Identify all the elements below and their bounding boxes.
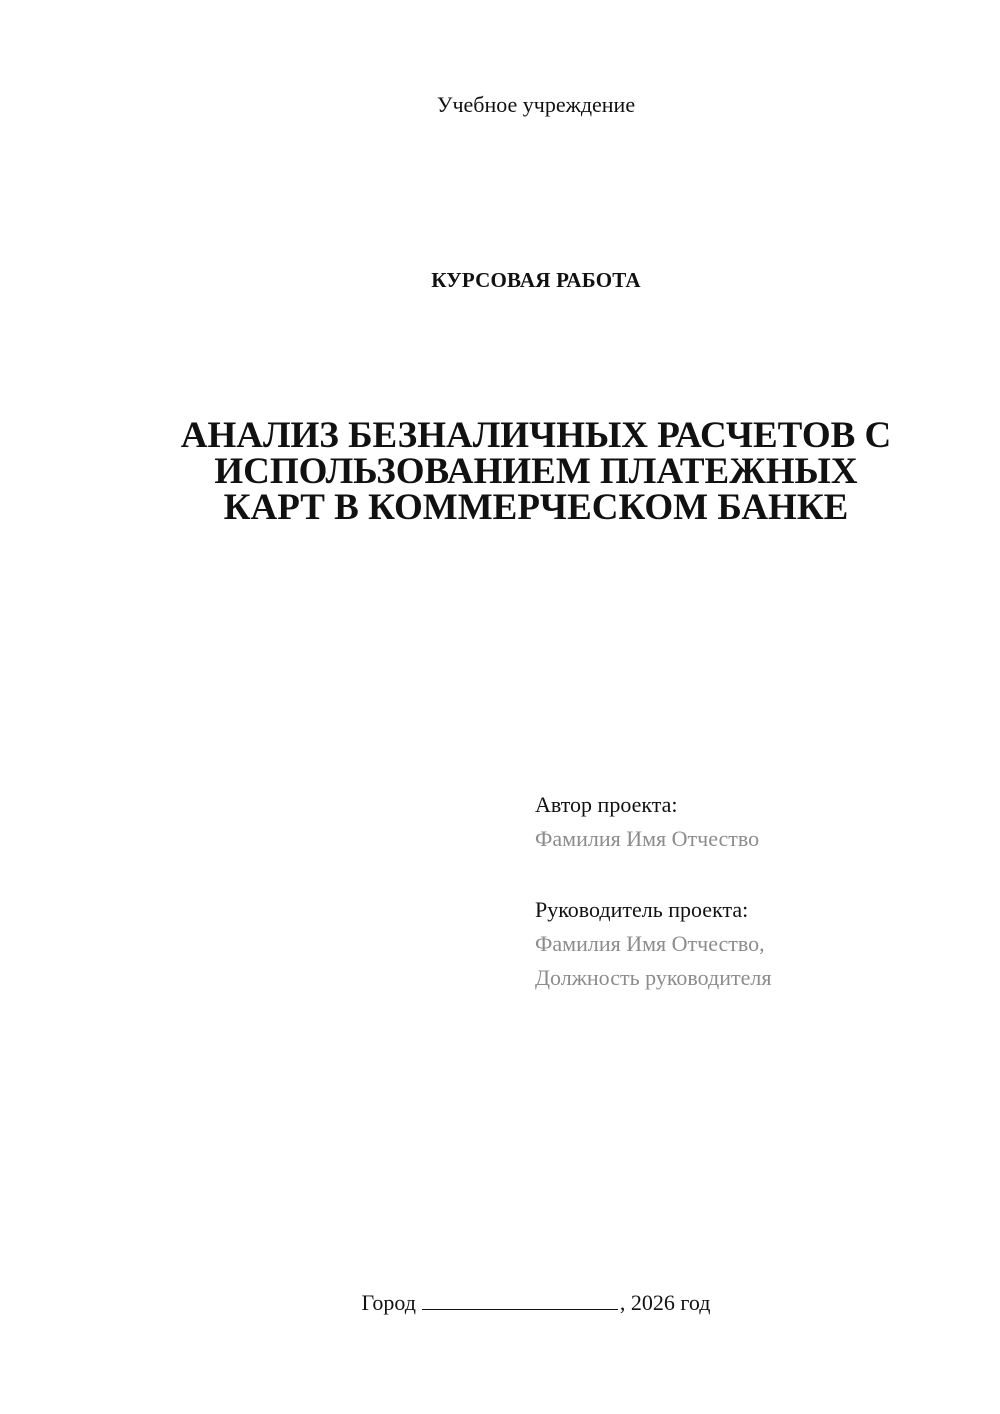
supervisor-position: Должность руководителя: [535, 965, 772, 990]
year-text: , 2026 год: [619, 1290, 711, 1315]
city-year-line: [0, 1290, 1000, 1316]
supervisor-name: Фамилия Имя Отчество,: [535, 931, 765, 956]
document-title: [150, 415, 922, 528]
author-name: Фамилия Имя Отчество: [535, 826, 760, 851]
supervisor-label: Руководитель проекта:: [535, 897, 749, 922]
city-blank-line: [422, 1291, 618, 1310]
institution-name: Учебное учреждение: [436, 92, 636, 117]
work-type-heading: КУРСОВАЯ РАБОТА: [431, 268, 641, 292]
title-line-1: АНАЛИЗ БЕЗНАЛИЧНЫХ РАСЧЕТОВ С: [180, 415, 892, 456]
city-label: Город: [361, 1290, 416, 1315]
author-label: Автор проекта:: [535, 792, 678, 817]
title-line-2: ИСПОЛЬЗОВАНИЕМ ПЛАТЕЖНЫХ: [214, 451, 858, 492]
title-line-3: КАРТ В КОММЕРЧЕСКОМ БАНКЕ: [223, 487, 849, 528]
authors-block: [535, 788, 955, 995]
spacer: [535, 856, 955, 893]
